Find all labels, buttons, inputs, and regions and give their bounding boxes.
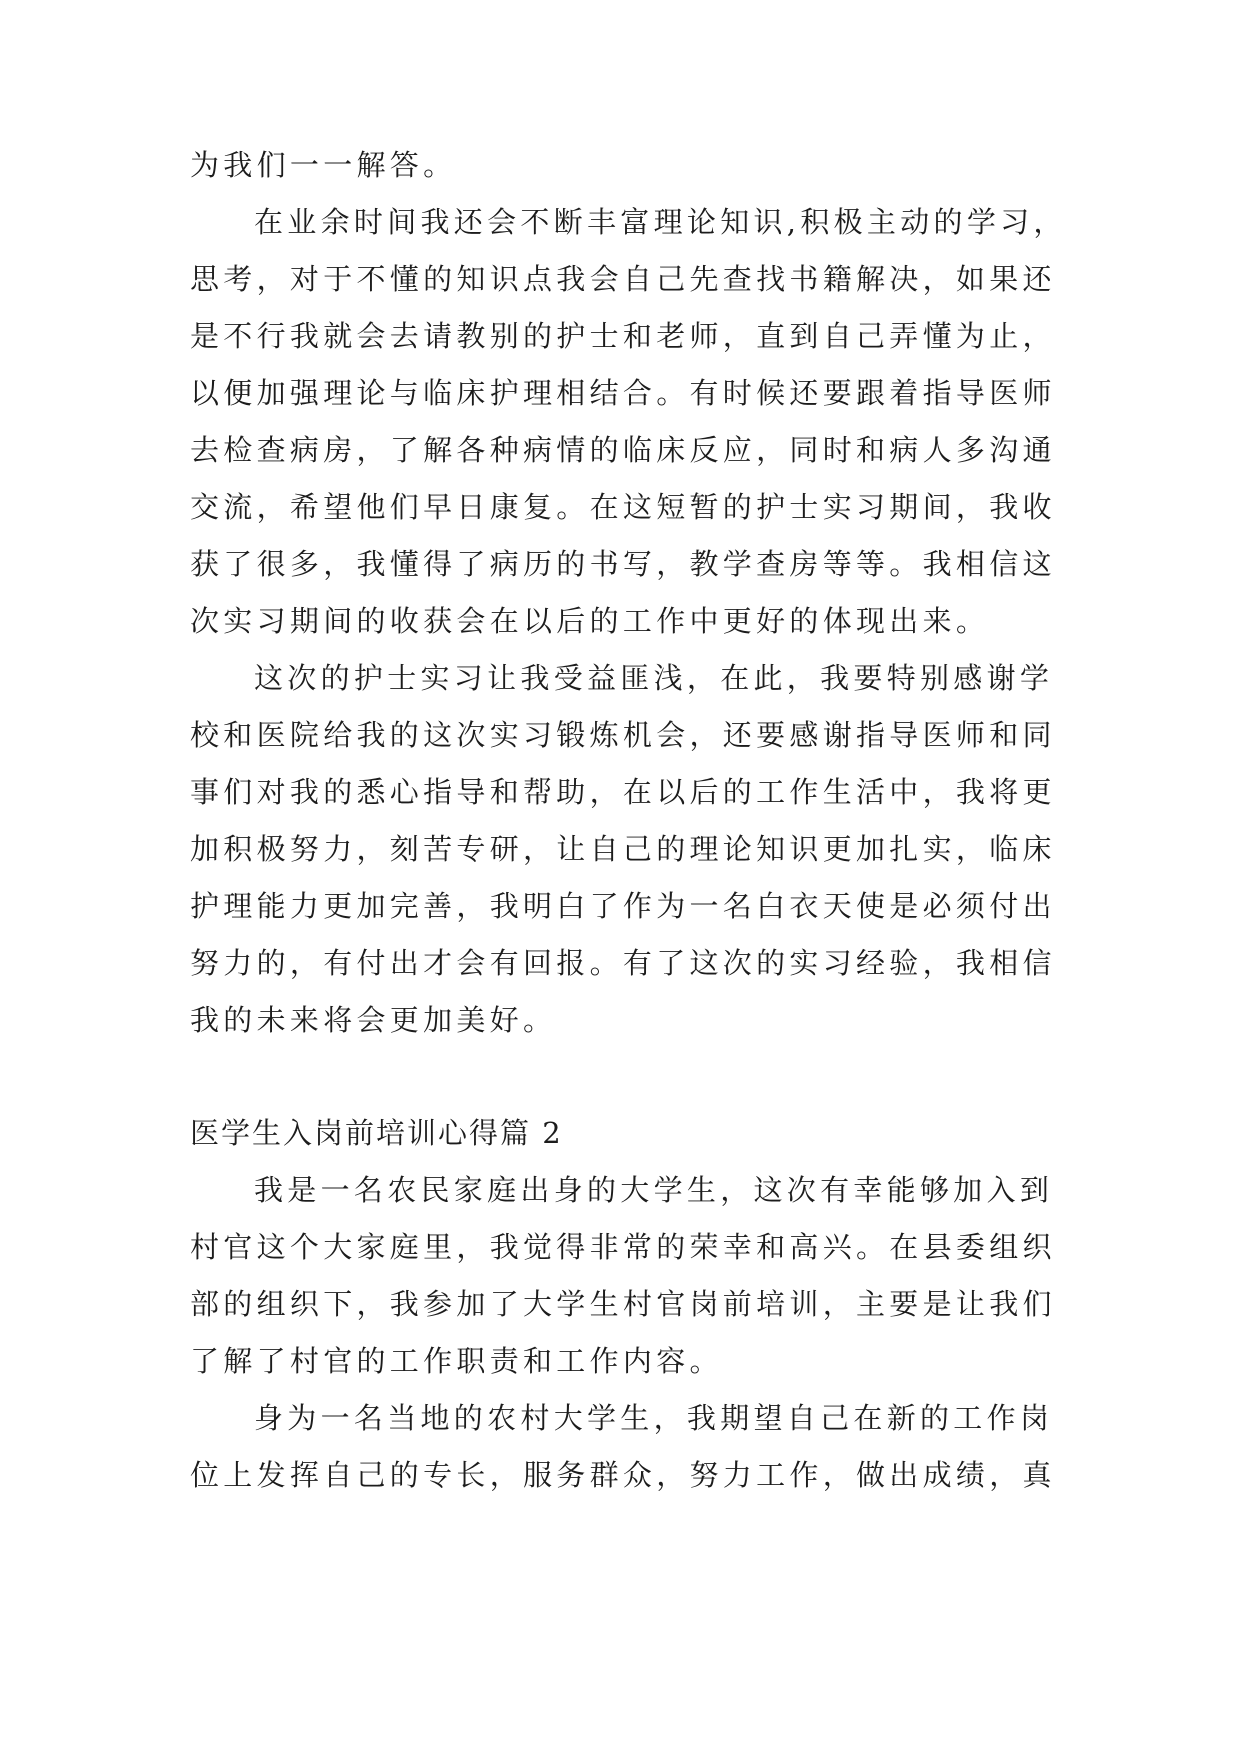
text-line: 了解了村官的工作职责和工作内容。 — [190, 1344, 723, 1378]
paragraph-first-line: 这次的护士实习让我受益匪浅，在此，我要特别感谢学 — [254, 661, 1054, 695]
text-line: 为我们一一解答。 — [190, 148, 457, 182]
paragraph-first-line: 我是一名农民家庭出身的大学生，这次有幸能够加入到 — [254, 1173, 1054, 1207]
text-line: 努力的，有付出才会有回报。有了这次的实习经验，我相信 — [190, 946, 1056, 980]
text-line: 部的组织下，我参加了大学生村官岗前培训，主要是让我们 — [190, 1287, 1056, 1321]
text-line: 次实习期间的收获会在以后的工作中更好的体现出来。 — [190, 604, 990, 638]
text-line: 去检查病房，了解各种病情的临床反应，同时和病人多沟通 — [190, 433, 1056, 467]
text-line: 思考，对于不懂的知识点我会自己先查找书籍解决，如果还 — [190, 262, 1056, 296]
text-line: 交流，希望他们早日康复。在这短暂的护士实习期间，我收 — [190, 490, 1056, 524]
text-line: 获了很多，我懂得了病历的书写，教学查房等等。我相信这 — [190, 547, 1056, 581]
section-heading: 医学生入岗前培训心得篇 2 — [190, 1116, 563, 1150]
text-line: 村官这个大家庭里，我觉得非常的荣幸和高兴。在县委组织 — [190, 1230, 1056, 1264]
text-line: 护理能力更加完善，我明白了作为一名白衣天使是必须付出 — [190, 889, 1056, 923]
text-line: 校和医院给我的这次实习锻炼机会，还要感谢指导医师和同 — [190, 718, 1056, 752]
text-line: 位上发挥自己的专长，服务群众，努力工作，做出成绩，真 — [190, 1458, 1056, 1492]
text-line: 我的未来将会更加美好。 — [190, 1003, 557, 1037]
paragraph-first-line: 身为一名当地的农村大学生，我期望自己在新的工作岗 — [254, 1401, 1054, 1435]
text-line: 加积极努力，刻苦专研，让自己的理论知识更加扎实，临床 — [190, 832, 1056, 866]
text-line: 以便加强理论与临床护理相结合。有时候还要跟着指导医师 — [190, 376, 1056, 410]
text-line: 是不行我就会去请教别的护士和老师，直到自己弄懂为止， — [190, 319, 1056, 353]
paragraph-first-line: 在业余时间我还会不断丰富理论知识,积极主动的学习， — [254, 205, 1067, 239]
text-line: 事们对我的悉心指导和帮助，在以后的工作生活中，我将更 — [190, 775, 1056, 809]
